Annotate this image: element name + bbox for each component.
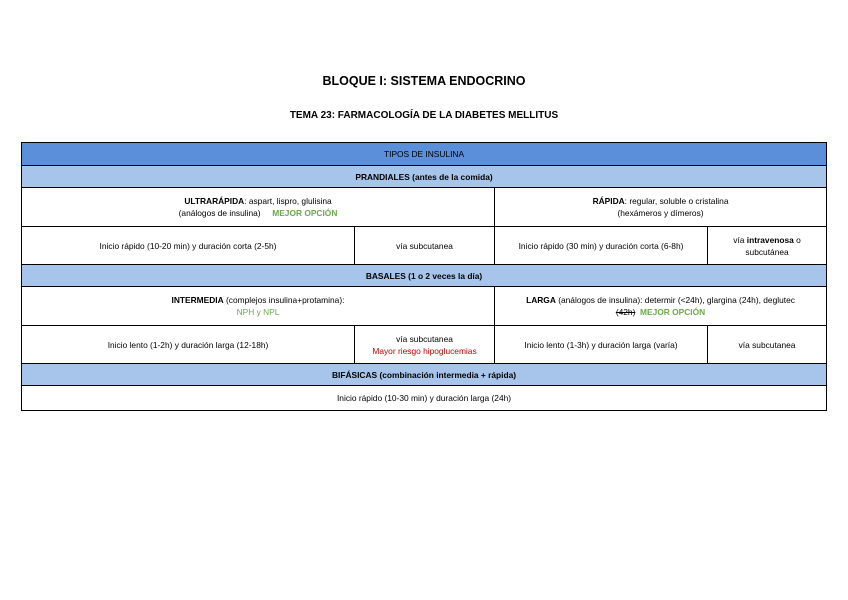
- bifasicas-heading: [22, 364, 827, 386]
- rapida-line2: (hexámeros y dímeros): [617, 208, 704, 218]
- larga-desc-cell: [495, 287, 827, 326]
- basales-heading-bold: BASALES (1 o 2: [365, 270, 431, 281]
- basales-heading: [22, 265, 827, 287]
- bifasicas-onset: Inicio rápido (10-30 min) y duración larga (24h): [22, 386, 827, 411]
- intermedia-desc-cell: [22, 287, 495, 326]
- rapida-route-post: o: [793, 234, 801, 245]
- prandiales-section-row: [22, 166, 827, 188]
- prandiales-desc-row: [22, 188, 827, 227]
- rapida-name: RÁPIDA: [592, 196, 625, 206]
- ultrarapida-onset: Inicio rápido (10-20 min) y duración corta (2-5h): [22, 227, 355, 265]
- table-heading: TIPOS DE INSULINA: [22, 143, 827, 166]
- basales-heading-rest: veces la día): [430, 270, 483, 281]
- prandiales-heading-bold: PRANDIALES: [355, 171, 410, 182]
- ultrarapida-route: vía subcutanea: [355, 227, 495, 265]
- rapida-onset: Inicio rápido (30 min) y duración corta (6-8h): [495, 227, 708, 265]
- intermedia-onset: Inicio lento (1-2h) y duración larga (12-18h): [22, 326, 355, 364]
- page-title: BLOQUE I: SISTEMA ENDOCRINO: [322, 74, 526, 88]
- rapida-route-bold: intravenosa: [746, 234, 794, 245]
- ultrarapida-line2: (análogos de insulina): [178, 208, 261, 218]
- rapida-desc-cell: [495, 188, 827, 227]
- larga-name: LARGA: [526, 295, 556, 305]
- rapida-route-cell: [708, 227, 827, 265]
- bifasicas-heading-text: BIFÁSICAS (combinación intermedia + rápida): [331, 369, 517, 380]
- rapida-route-line2: subcutánea: [745, 246, 789, 257]
- larga-route: vía subcutanea: [708, 326, 827, 364]
- larga-desc: (análogos de insulina): determir (<24h), glargina (24h), deglutec: [555, 295, 795, 305]
- basales-data-row: [22, 326, 827, 364]
- ultrarapida-desc-cell: [22, 188, 495, 227]
- ultrarapida-name: ULTRARÁPIDA: [184, 196, 245, 206]
- intermedia-line2: NPH y NPL: [236, 307, 280, 317]
- ultrarapida-best-option: MEJOR OPCIÓN: [272, 208, 338, 218]
- basales-section-row: [22, 265, 827, 287]
- intermedia-desc: (complejos insulina+protamina):: [223, 295, 345, 305]
- intermedia-route: vía subcutanea: [396, 333, 453, 344]
- larga-line2-strike: (42h): [615, 307, 636, 317]
- table-heading-row: [22, 143, 827, 166]
- insulin-types-table: [21, 142, 827, 411]
- larga-best-option: MEJOR OPCIÓN: [640, 307, 706, 317]
- rapida-route-pre: vía: [733, 234, 747, 245]
- larga-onset: Inicio lento (1-3h) y duración larga (varía): [495, 326, 708, 364]
- rapida-desc: : regular, soluble o cristalina: [624, 196, 729, 206]
- page-subtitle: TEMA 23: FARMACOLOGÍA DE LA DIABETES MELLITUS: [289, 110, 559, 121]
- prandiales-heading: [22, 166, 827, 188]
- intermedia-name: INTERMEDIA: [171, 295, 224, 305]
- prandiales-data-row: [22, 227, 827, 265]
- intermedia-risk: Mayor riesgo hipoglucemias: [372, 345, 477, 356]
- prandiales-heading-rest: (antes de la comida): [409, 171, 493, 182]
- bifasicas-data-row: [22, 386, 827, 411]
- intermedia-route-cell: [355, 326, 495, 364]
- basales-desc-row: [22, 287, 827, 326]
- ultrarapida-desc: : aspart, lispro, glulisina: [244, 196, 332, 206]
- bifasicas-section-row: [22, 364, 827, 386]
